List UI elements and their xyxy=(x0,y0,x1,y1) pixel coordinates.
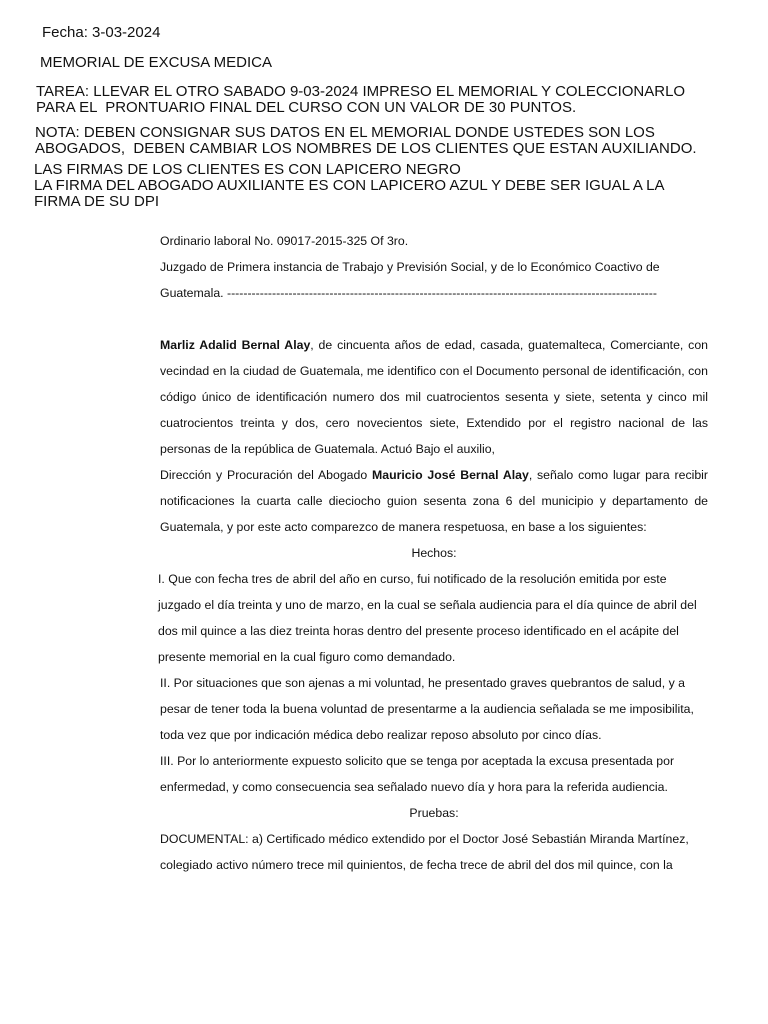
hechos-heading: Hechos: xyxy=(411,546,457,560)
pruebas-heading: Pruebas: xyxy=(409,806,459,820)
documental-paragraph: DOCUMENTAL: a) Certificado médico extendido por el Doctor José Sebastián Miranda Martínez, colegiado activo número trece mil quinientos, de fecha trece de abril del dos mil quince, con la xyxy=(160,832,689,872)
abogado-nombre: Mauricio José Bernal Alay xyxy=(372,468,529,482)
titulo: MEMORIAL DE EXCUSA MEDICA xyxy=(40,54,272,71)
direccion-inicio: Dirección y Procuración del Abogado xyxy=(160,468,373,482)
direccion-texto: , señalo como lugar para recibir notificaciones la cuarta calle dieciocho guion sesenta zona 6 del municipio y departamento de Guatemala, y por este acto comparezco de manera respetuosa, en base a los siguientes: xyxy=(160,468,708,534)
nota-line-1: NOTA: DEBEN CONSIGNAR SUS DATOS EN EL MEMORIAL DONDE USTEDES SON LOS xyxy=(35,124,655,141)
tarea-line-2: PARA EL PRONTUARIO FINAL DEL CURSO CON UN VALOR DE 30 PUNTOS. xyxy=(36,99,577,116)
hecho-3: III. Por lo anteriormente expuesto solicito que se tenga por aceptada la excusa presentada por enfermedad, y como consecuencia sea señalado nuevo día y hora para la referida audiencia. xyxy=(160,754,675,794)
hecho-2: II. Por situaciones que son ajenas a mi voluntad, he presentado graves quebrantos de salud, y a pesar de tener toda la buena voluntad de presentarme a la audiencia señalada se me imposibilita, toda vez que por indicación médica debo realizar reposo absoluto por cinco días. xyxy=(160,676,694,742)
juzgado-line-1: Juzgado de Primera instancia de Trabajo y Previsión Social, y de lo Económico Coactivo de xyxy=(160,260,660,274)
firmas-line-1: LAS FIRMAS DE LOS CLIENTES ES CON LAPICERO NEGRO xyxy=(34,161,461,178)
tarea-line-1: TAREA: LLEVAR EL OTRO SABADO 9-03-2024 IMPRESO EL MEMORIAL Y COLECCIONARLO xyxy=(36,83,686,100)
nota-line-2: ABOGADOS, DEBEN CAMBIAR LOS NOMBRES DE LOS CLIENTES QUE ESTAN AUXILIANDO. xyxy=(35,140,697,157)
direccion-paragraph xyxy=(160,462,708,540)
expediente: Ordinario laboral No. 09017-2015-325 Of 3ro. xyxy=(160,234,409,248)
firmas-line-3: FIRMA DE SU DPI xyxy=(34,193,160,210)
cliente-paragraph xyxy=(160,332,708,462)
cliente-texto: , de cincuenta años de edad, casada, guatemalteca, Comerciante, con vecindad en la ciudad de Guatemala, me identifico con el Documento personal de identificación, con código único de identificación numero dos mil cuatrocientos sesenta y siete, setenta y cinco mil cuatrocientos treinta y dos, cero novecientos siete, Extendido por el registro nacional de las personas de la república de Guatemala. Actuó Bajo el auxilio, xyxy=(160,338,708,456)
memorial-body xyxy=(160,228,708,878)
fecha: Fecha: 3-03-2024 xyxy=(42,24,161,41)
firmas-line-2: LA FIRMA DEL ABOGADO AUXILIANTE ES CON LAPICERO AZUL Y DEBE SER IGUAL A LA xyxy=(34,177,665,194)
cliente-nombre: Marliz Adalid Bernal Alay xyxy=(160,338,311,352)
juzgado-line-2: Guatemala. --------------------------------------------------------------------------------------------------------- xyxy=(160,286,657,300)
hecho-1: I. Que con fecha tres de abril del año en curso, fui notificado de la resolución emitida por este juzgado el día treinta y uno de marzo, en la cual se señala audiencia para el día quince de abril del dos mil quince a las diez treinta horas dentro del presente proceso identificado en el acápite del presente memorial en la cual figuro como demandado. xyxy=(158,572,697,664)
